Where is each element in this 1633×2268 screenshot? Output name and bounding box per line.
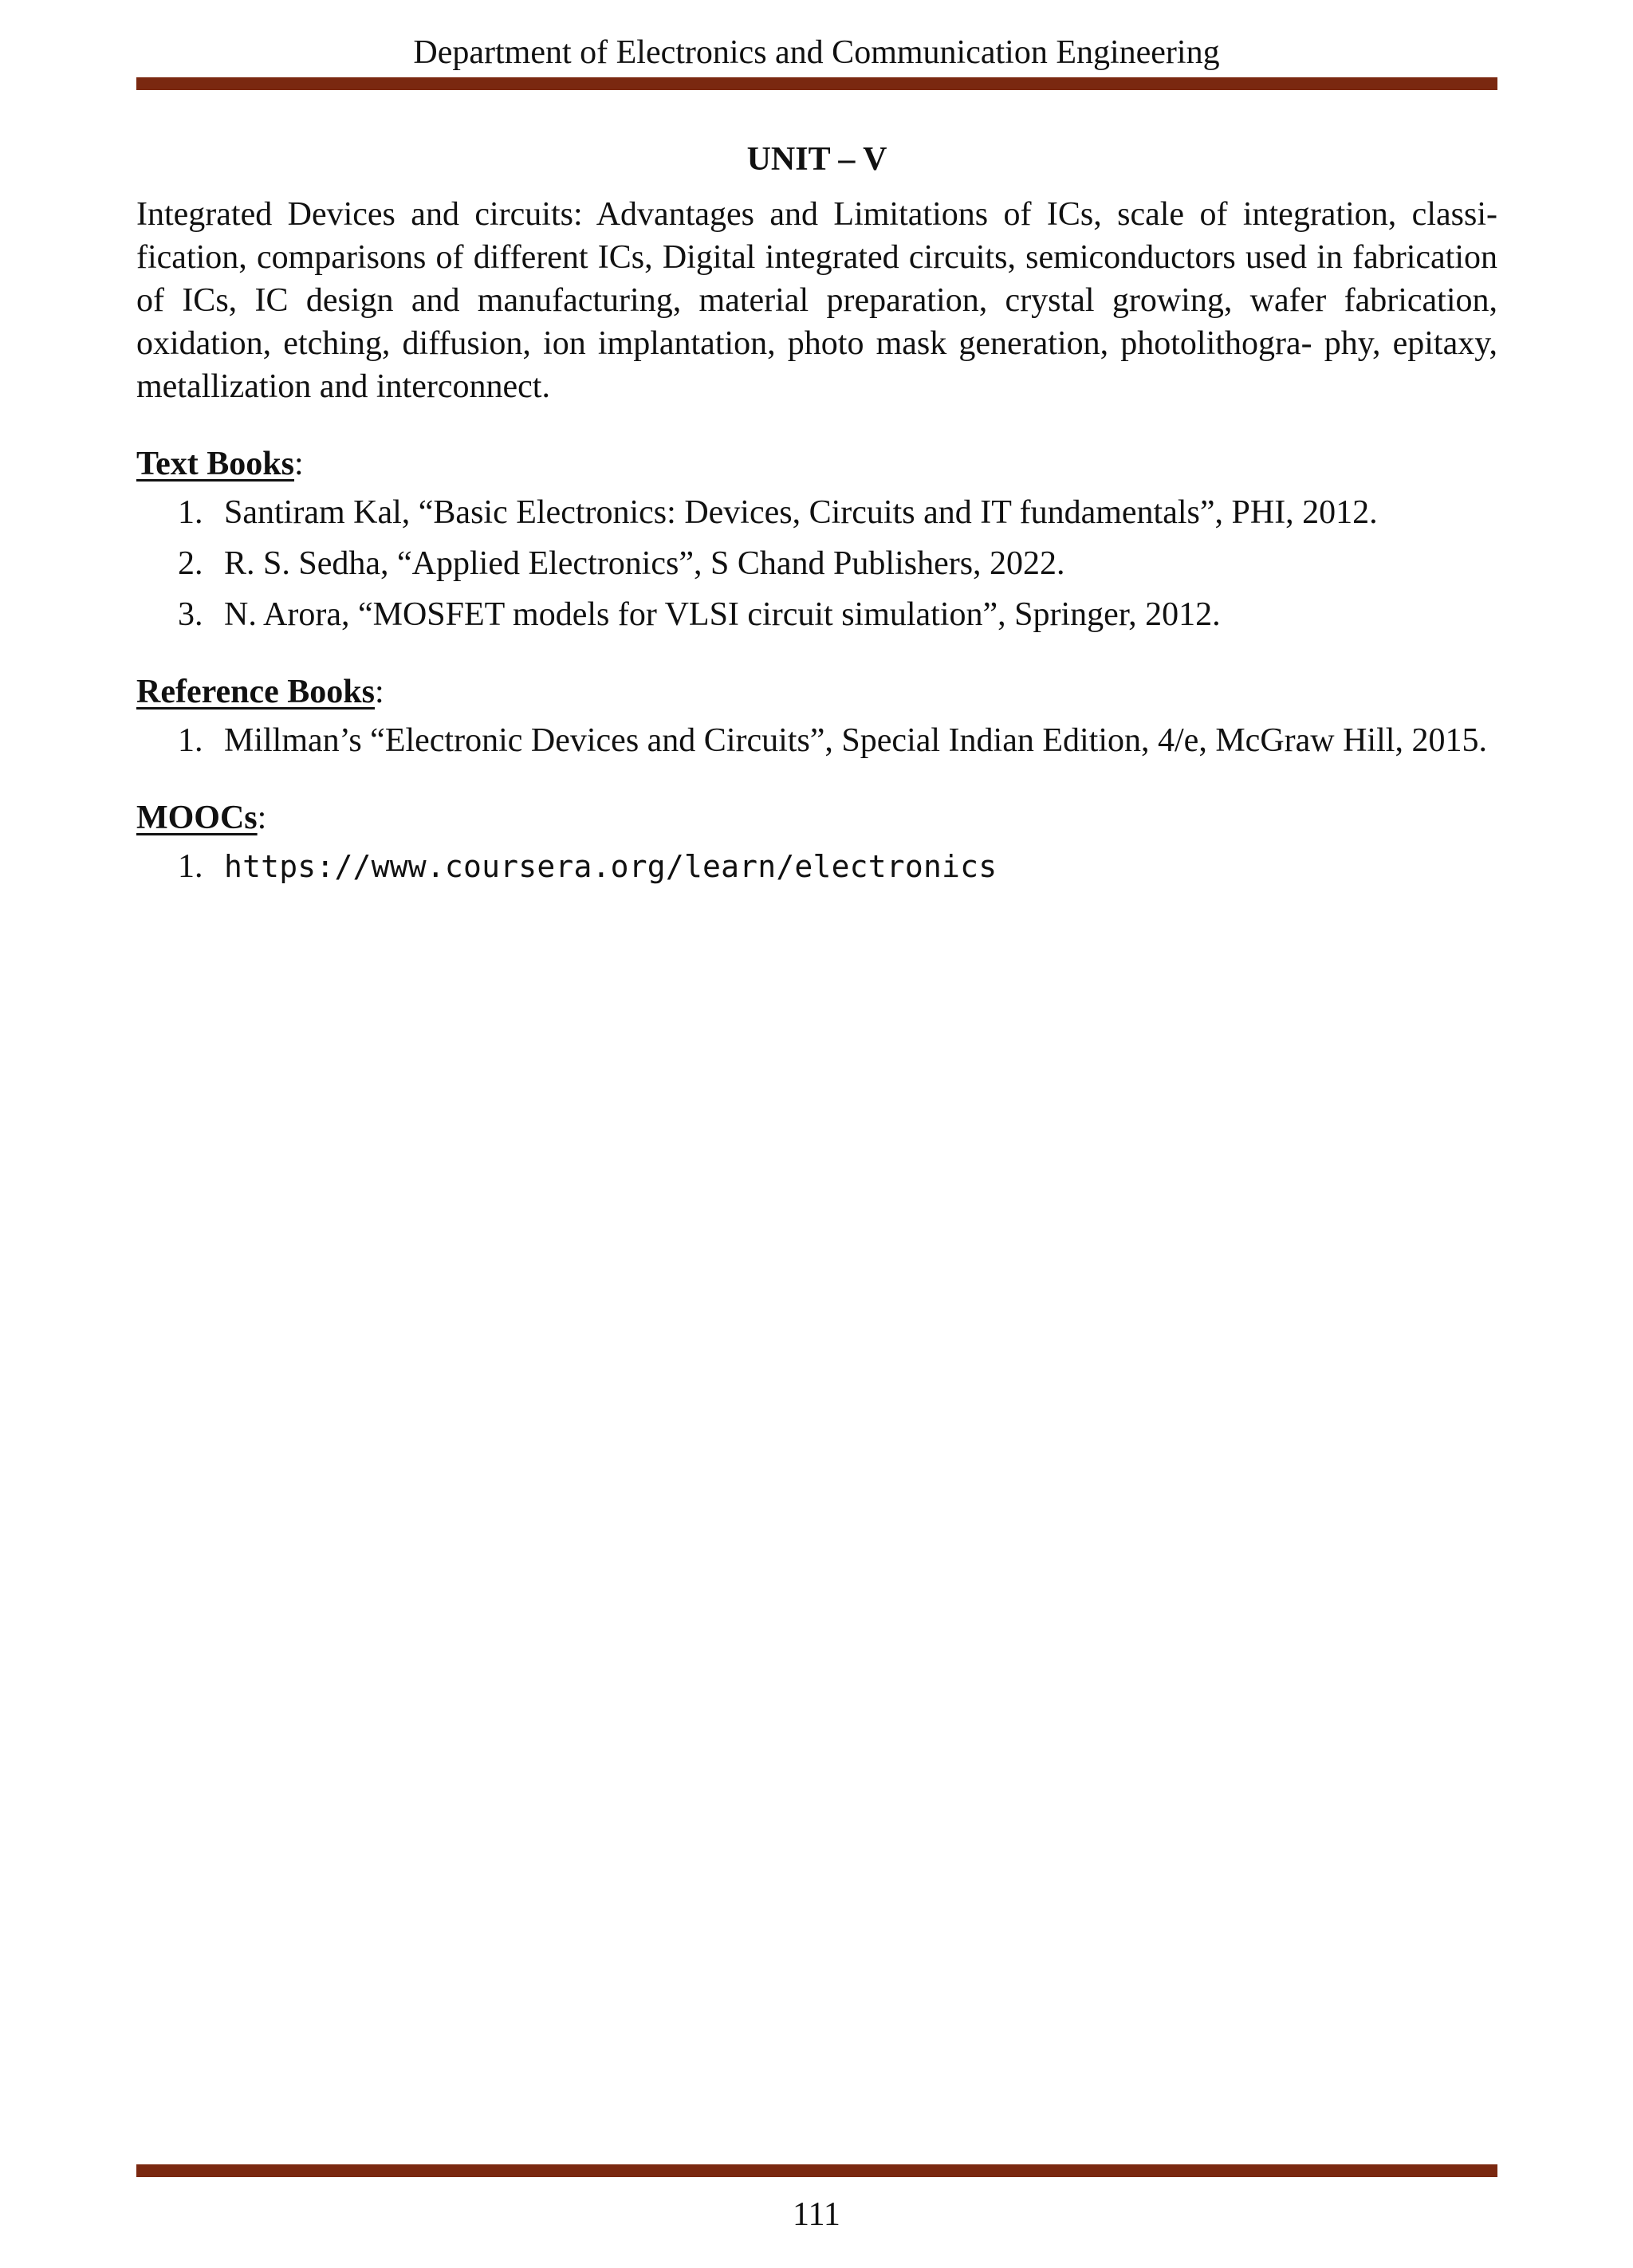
list-item-text: N. Arora, “MOSFET models for VLSI circuit simulation”, Springer, 2012. — [224, 596, 1221, 633]
page-content — [136, 137, 1497, 896]
mooc-link[interactable]: https://www.coursera.org/learn/electronics — [224, 849, 998, 884]
list-item-number: 1. — [178, 848, 203, 885]
text-books-list — [136, 491, 1497, 636]
list-item-number: 1. — [178, 722, 203, 759]
list-item-text: Santiram Kal, “Basic Electronics: Devices, Circuits and IT fundamentals”, PHI, 2012. — [224, 494, 1378, 531]
reference-books-heading: Reference Books: — [136, 674, 384, 710]
reference-books-list — [136, 719, 1497, 762]
unit-description: Integrated Devices and circuits: Advantages and Limitations of ICs, scale of integration, classification, comparisons of different ICs, Digital integrated circuits, semiconductors used in fabrication of ICs, IC design and manufacturing, material preparation, crystal growing, wafer fabrication, oxidation, etching, diffusion, ion implantation, photo mask generation, photolithogra- phy, epitaxy, metallization and interconnect. — [136, 196, 1497, 405]
moocs-heading: MOOCs: — [136, 800, 267, 836]
header-rule — [136, 77, 1497, 90]
text-books-heading: Text Books: — [136, 446, 304, 482]
list-item-number: 3. — [178, 596, 203, 633]
list-item — [136, 491, 1497, 534]
page-number: 111 — [793, 2196, 840, 2233]
moocs-heading-label: MOOCs — [136, 800, 258, 836]
page-header: Department of Electronics and Communication Engineering — [413, 34, 1220, 71]
list-item — [136, 593, 1497, 636]
list-item — [136, 719, 1497, 762]
moocs-list — [136, 845, 1497, 888]
text-books-heading-label: Text Books — [136, 446, 295, 482]
footer-rule — [136, 2164, 1497, 2177]
list-item-text: R. S. Sedha, “Applied Electronics”, S Chand Publishers, 2022. — [224, 545, 1065, 582]
unit-title: UNIT – V — [746, 141, 887, 178]
list-item-number: 1. — [178, 494, 203, 531]
list-item — [136, 542, 1497, 585]
list-item-text: Millman’s “Electronic Devices and Circuits”, Special Indian Edition, 4/e, McGraw Hill, 2015. — [224, 722, 1487, 759]
reference-books-heading-label: Reference Books — [136, 674, 375, 710]
list-item-number: 2. — [178, 545, 203, 582]
list-item — [136, 845, 1497, 888]
